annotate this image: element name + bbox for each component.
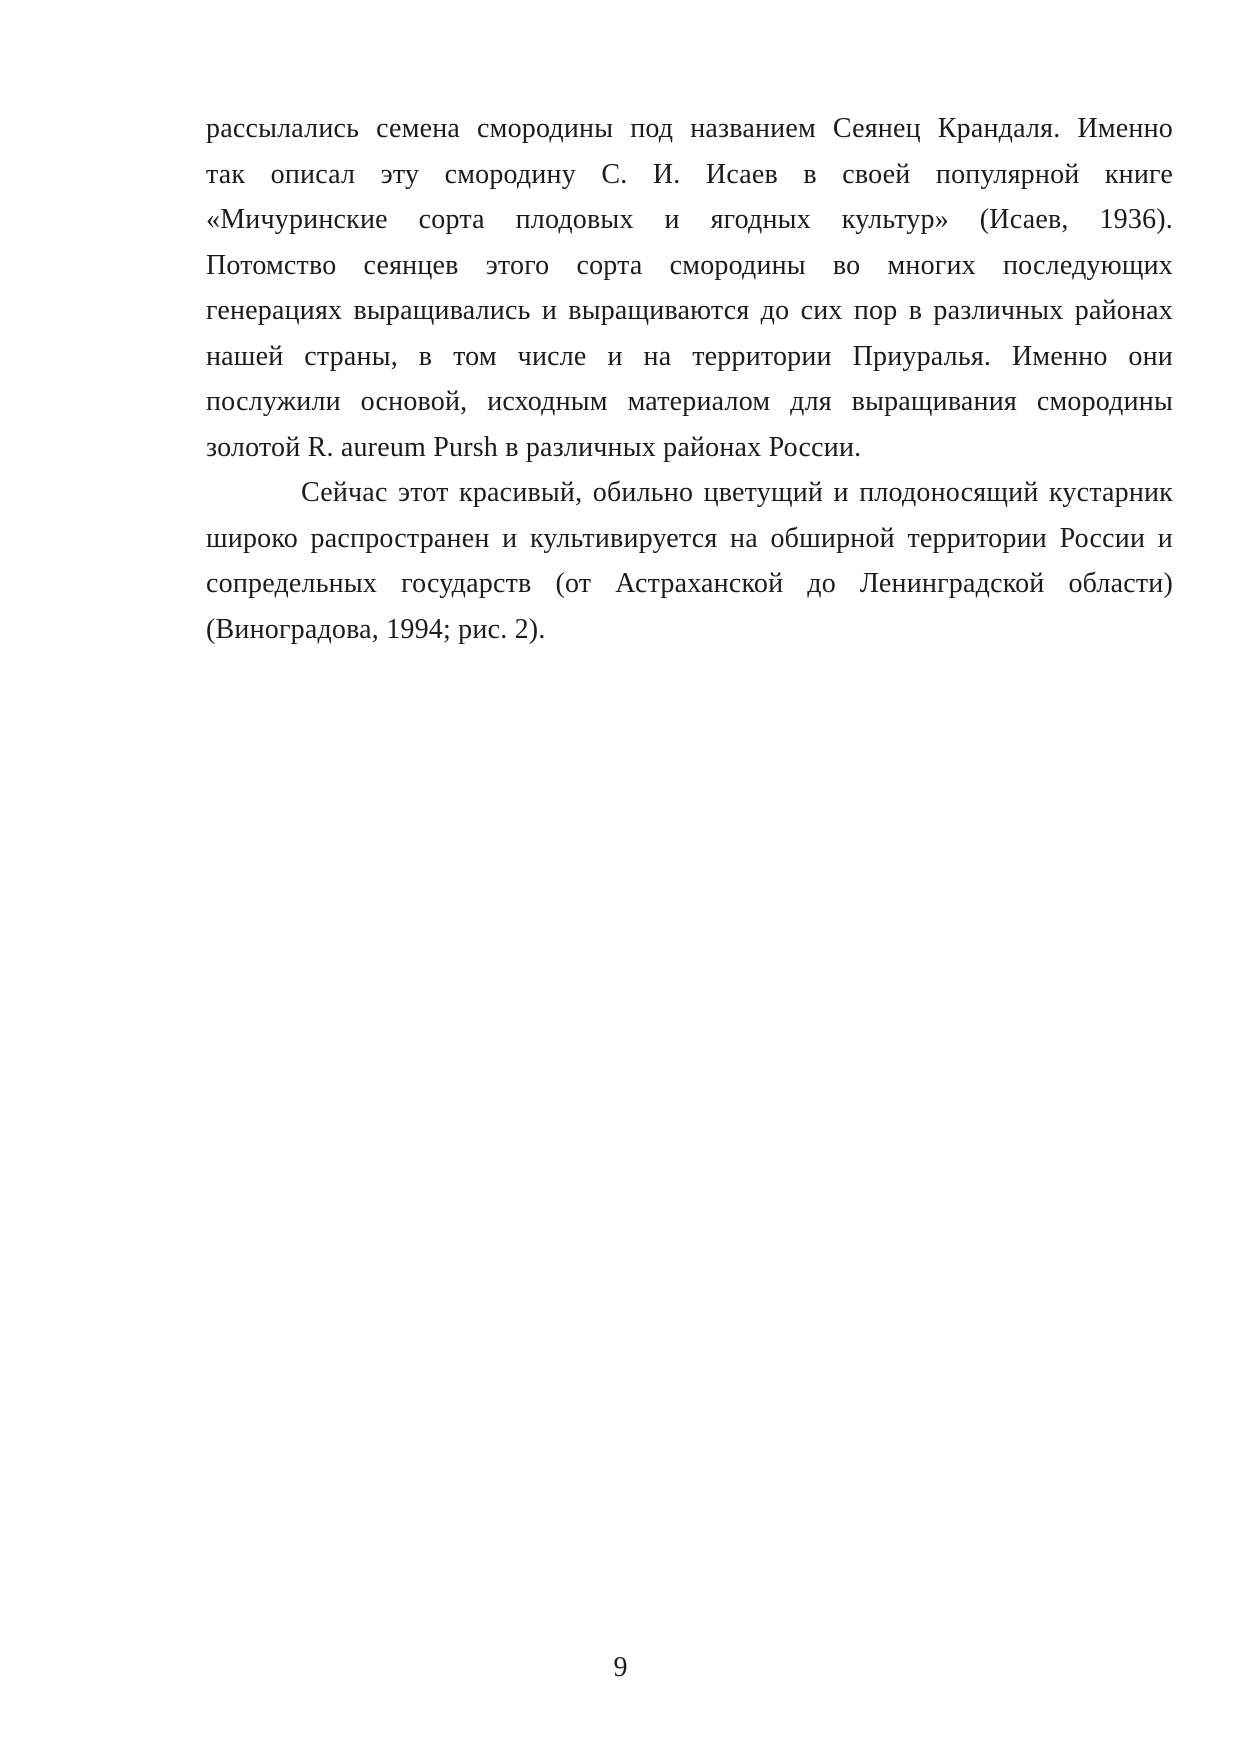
text-line: широко распространен и культивируется на обширной территории России и [206, 522, 1173, 554]
text-line: нашей страны, в том числе и на территории Приуралья. Именно они [206, 340, 1173, 372]
text-line: послужили основой, исходным материалом для выращивания смородины [206, 386, 1173, 417]
text-line: золотой R. aureum Pursh в различных районах России. [206, 431, 862, 463]
text-line: генерациях выращивались и выращиваются до сих пор в различных районах [206, 295, 1173, 326]
text-line: Потомство сеянцев этого сорта смородины во многих последующих [206, 249, 1173, 281]
paragraph [206, 106, 1173, 470]
text-line: рассылались семена смородины под названием Сеянец Крандаля. Именно [206, 113, 1173, 144]
text-line: так описал эту смородину С. И. Исаев в своей популярной книге [206, 158, 1173, 190]
text-line: Сейчас этот красивый, обильно цветущий и плодоносящий кустарник [301, 477, 1173, 508]
page-number: 9 [613, 1652, 628, 1683]
text-line: сопредельных государств (от Астраханской до Ленинградской области) [206, 568, 1173, 599]
paragraph [206, 470, 1173, 652]
page-footer [0, 1645, 1241, 1690]
document-body [206, 106, 1173, 652]
text-line: «Мичуринские сорта плодовых и ягодных культур» (Исаев, 1936). [206, 204, 1173, 235]
text-line: (Виноградова, 1994; рис. 2). [206, 613, 546, 645]
